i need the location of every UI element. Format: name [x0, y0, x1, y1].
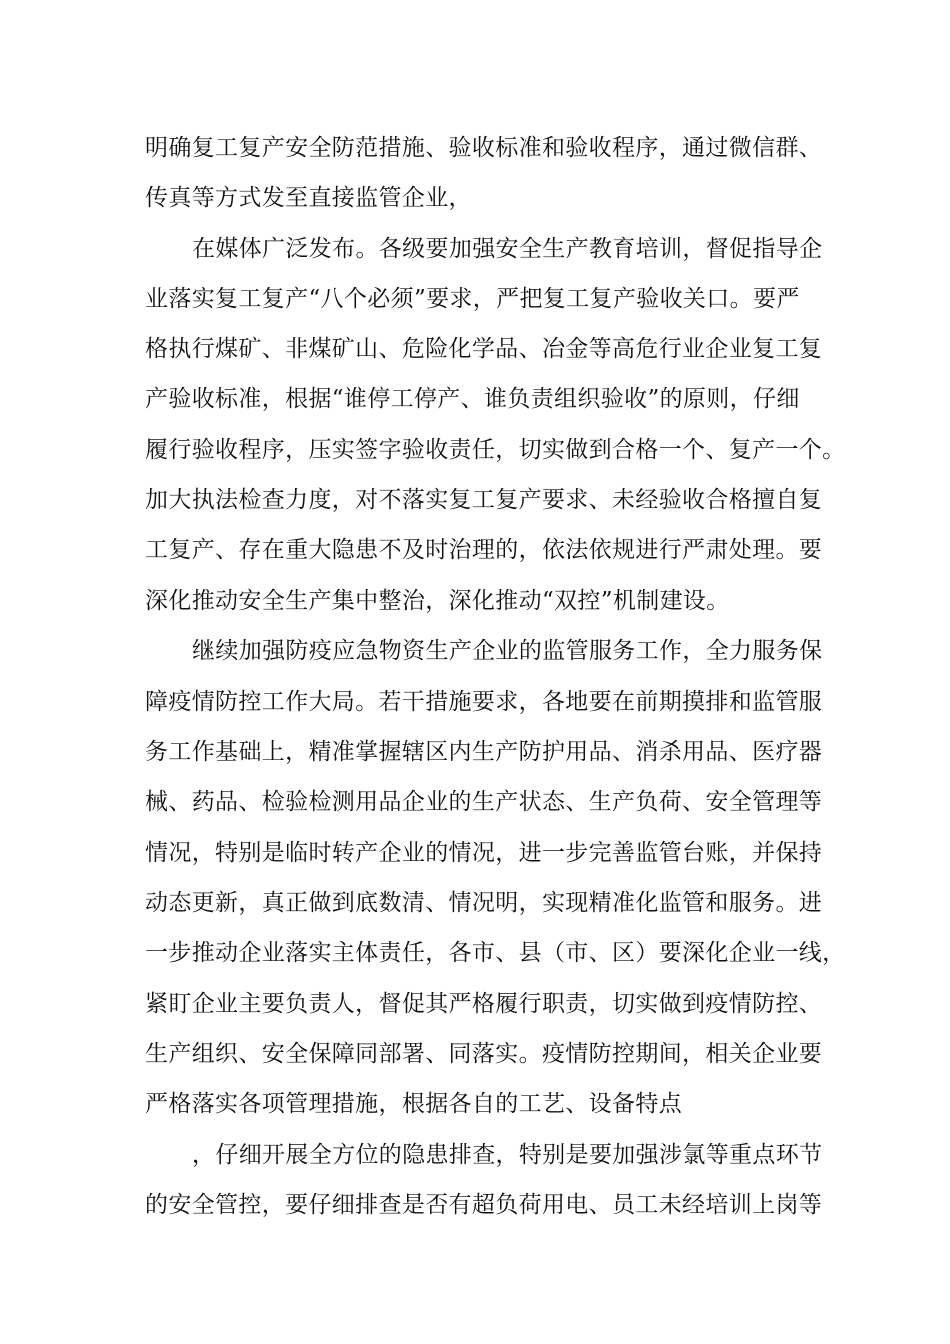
text-line: 生产组织、安全保障同部署、同落实。疫情防控期间，相关企业要	[145, 1041, 823, 1067]
text-line: 动态更新，真正做到底数清、情况明，实现精准化监管和服务。进	[145, 890, 823, 916]
text-line: 格执行煤矿、非煤矿山、危险化学品、冶金等高危行业企业复工复	[145, 336, 823, 362]
text-line: 工复产、存在重大隐患不及时治理的，依法依规进行严肃处理。要	[145, 537, 823, 563]
text-line: 一步推动企业落实主体责任，各市、县（市、区）要深化企业一线，	[145, 940, 846, 966]
text-line: 严格落实各项管理措施，根据各自的工艺、设备特点	[145, 1091, 683, 1117]
text-line: 的安全管控，要仔细排查是否有超负荷用电、员工未经培训上岗等	[145, 1192, 823, 1218]
text-line: 业落实复工复产“八个必须”要求，严把复工复产验收关口。要严	[145, 286, 800, 312]
text-line: 产验收标准，根据“谁停工停产、谁负责组织验收”的原则，仔细	[145, 386, 800, 412]
text-line: 明确复工复产安全防范措施、验收标准和验收程序，通过微信群、	[145, 135, 823, 161]
text-line: 务工作基础上，精准掌握辖区内生产防护用品、消杀用品、医疗器	[145, 739, 823, 765]
text-line: 紧盯企业主要负责人，督促其严格履行职责，切实做到疫情防控、	[145, 991, 823, 1017]
text-line: 深化推动安全生产集中整治，深化推动“双控”机制建设。	[145, 588, 730, 614]
paragraph-start-line: 在媒体广泛发布。各级要加强安全生产教育培训，督促指导企	[192, 236, 823, 262]
paragraph-start-line: ，仔细开展全方位的隐患排查，特别是要加强涉氯等重点环节	[192, 1142, 823, 1168]
text-line: 械、药品、检验检测用品企业的生产状态、生产负荷、安全管理等	[145, 789, 823, 815]
text-line: 加大执法检查力度，对不落实复工复产要求、未经验收合格擅自复	[145, 487, 823, 513]
text-line: 履行验收程序，压实签字验收责任，切实做到合格一个、复产一个。	[145, 437, 846, 463]
paragraph-start-line: 继续加强防疫应急物资生产企业的监管服务工作，全力服务保	[192, 638, 823, 664]
text-line: 情况，特别是临时转产企业的情况，进一步完善监管台账，并保持	[145, 840, 823, 866]
text-line: 障疫情防控工作大局。若干措施要求，各地要在前期摸排和监管服	[145, 689, 823, 715]
text-line: 传真等方式发至直接监管企业，	[145, 185, 472, 211]
